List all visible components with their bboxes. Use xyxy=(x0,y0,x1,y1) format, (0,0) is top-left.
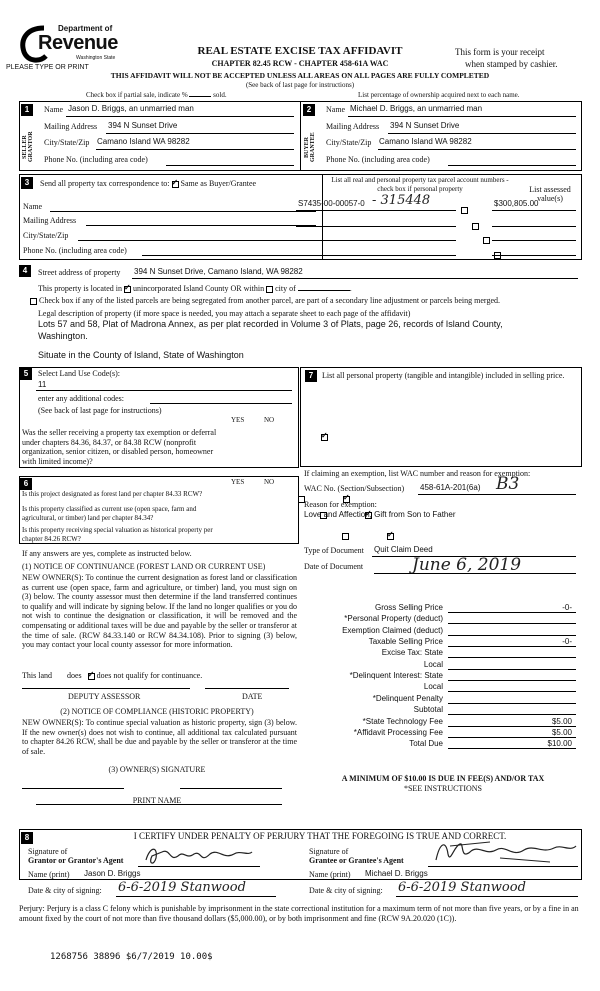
land-use-code[interactable]: 11 xyxy=(38,380,47,389)
exemption-question: Was the seller receiving a property tax exemption or deferral under chapters 84.36, 84.37, or 84.38 RCW (nonprofit organization, senior citizen, or disabled person, homeowner with limited income)? xyxy=(22,428,217,466)
reason-label: Reason for exemption: xyxy=(304,500,377,509)
seller-phone-label: Phone No. (including area code) xyxy=(44,155,148,164)
grantor-sig-label-1: Signature of xyxy=(28,847,68,856)
assessed-4-input[interactable] xyxy=(492,255,576,256)
section-2-number: 2 xyxy=(303,104,315,116)
grantor-sig-label-2: Grantor or Grantor's Agent xyxy=(28,856,124,865)
wac-number[interactable]: 458-61A-201(6a) xyxy=(420,483,481,492)
see-instructions: *SEE INSTRUCTIONS xyxy=(403,784,482,793)
owner-signature-line-1[interactable] xyxy=(22,788,124,789)
legal-label: Legal description of property (if more space is needed, you may attach a separate sheet to each page of the affidavit) xyxy=(38,309,411,318)
logo-name: Revenue xyxy=(38,32,118,54)
fee-value[interactable]: -0- xyxy=(562,637,572,647)
same-as-buyer-checkbox[interactable] xyxy=(172,181,179,188)
see-back: (See back of last page for instructions) xyxy=(245,81,355,89)
notice2-text: NEW OWNER(S): To continue special valuation as historic property, sign (3) below. If the new owner(s) does not wish to continue, all additional tax calculated pursuant to chapter 84.26 RCW, shall be due and payable by the seller or transferor at the time of sale. xyxy=(22,718,297,756)
grantor-date-label: Date & city of signing: xyxy=(28,886,102,895)
this-land-text: This land xyxy=(22,671,52,680)
cashier-stamp: 1268756 38896 $6/7/2019 10.00$ xyxy=(50,952,213,962)
land-use-label: Select Land Use Code(s): xyxy=(38,369,120,378)
fee-value[interactable]: $10.00 xyxy=(547,739,572,749)
logo-dept: Department of xyxy=(58,24,113,33)
fee-value[interactable]: $5.00 xyxy=(551,716,572,726)
receipt-note: This form is your receipt xyxy=(455,47,545,57)
doc-date[interactable]: June 6, 2019 xyxy=(412,555,522,575)
partial-sale-input[interactable] xyxy=(189,96,211,97)
seller-label: SELLER GRANTOR xyxy=(22,131,34,163)
q3-historic: Is this property receiving special valuation as historical property per chapter 84.26 RCW? xyxy=(22,526,213,543)
additional-codes-input[interactable] xyxy=(150,403,292,404)
city-of-text: city of xyxy=(275,284,296,293)
situate[interactable]: Situate in the County of Island, State of Washington xyxy=(38,350,244,360)
doc-type[interactable]: Quit Claim Deed xyxy=(374,545,433,554)
if-any: If any answers are yes, complete as instructed below. xyxy=(22,549,192,558)
receipt-note-2: when stamped by cashier. xyxy=(465,59,558,69)
section-5-number: 5 xyxy=(20,368,32,380)
this-land-row xyxy=(22,671,202,680)
q1-forest: Is this project designated as forest land per chapter 84.33 RCW? xyxy=(22,490,203,498)
s5-no: NO xyxy=(264,416,275,424)
buyer-phone-label: Phone No. (including area code) xyxy=(326,155,430,164)
section-1-number: 1 xyxy=(21,104,33,116)
assessed-header: List assessed value(s) xyxy=(529,185,571,203)
percentage-note: List percentage of ownership acquired next to each name. xyxy=(358,91,520,99)
seller-name-label: Name xyxy=(44,105,64,114)
send-label: Send all property tax correspondence to: xyxy=(40,179,170,188)
seller-name[interactable]: Jason D. Briggs, an unmarried man xyxy=(68,104,194,113)
wac-handwritten: B3 xyxy=(496,474,520,494)
fee-label: Excise Tax: State xyxy=(381,648,443,658)
buyer-name-label: Name xyxy=(326,105,346,114)
fee-label: Exemption Claimed (deduct) xyxy=(342,625,443,635)
grantee-name[interactable]: Michael D. Briggs xyxy=(365,869,428,878)
buyer-label: BUYER GRANTEE xyxy=(304,132,316,162)
deputy-date-line[interactable] xyxy=(205,688,289,689)
minimum-due: A MINIMUM OF $10.00 IS DUE IN FEE(S) AND/OR TAX xyxy=(341,774,545,783)
seller-mailing-label: Mailing Address xyxy=(44,122,98,131)
fee-value[interactable]: $5.00 xyxy=(551,727,572,737)
legal-line-1[interactable]: Lots 57 and 58, Plat of Madrona Annex, as per plat recorded in Volume 3 of Plats, page 26, records of Island County, xyxy=(38,319,503,329)
section-7-personal xyxy=(300,367,582,467)
segregated-row xyxy=(30,296,500,305)
s3-name-label: Name xyxy=(23,202,43,211)
s3-phone-input[interactable] xyxy=(142,255,316,256)
grantee-signature[interactable] xyxy=(430,836,580,868)
form-chapter: CHAPTER 82.45 RCW - CHAPTER 458-61A WAC xyxy=(211,59,389,68)
seller-city[interactable]: Camano Island WA 98282 xyxy=(97,137,190,146)
claiming-exemption: If claiming an exemption, list WAC number and reason for exemption: xyxy=(304,469,531,478)
parcel-3-personal-checkbox[interactable] xyxy=(483,237,490,244)
fee-value[interactable]: -0- xyxy=(562,603,572,612)
s3-phone-label: Phone No. (including area code) xyxy=(23,246,127,255)
buyer-city[interactable]: Camano Island WA 98282 xyxy=(379,137,472,146)
s3-city-label: City/State/Zip xyxy=(23,231,69,240)
same-as-label: Same as Buyer/Grantee xyxy=(180,179,257,188)
does-checkbox[interactable] xyxy=(58,673,65,680)
q2-current-use: Is this property classified as current use (open space, farm and agricultural, or timber) land per chapter 84.34? xyxy=(22,505,197,522)
unincorporated-checkbox[interactable] xyxy=(124,286,131,293)
wac-label: WAC No. (Section/Subsection) xyxy=(304,484,405,493)
seller-city-label: City/State/Zip xyxy=(44,138,90,147)
parcel-1-handwritten: - 315448 xyxy=(372,193,431,208)
sold-text: sold. xyxy=(213,91,227,99)
fee-label: Local xyxy=(423,682,443,692)
notice2-title: (2) NOTICE OF COMPLIANCE (HISTORIC PROPERTY) xyxy=(60,707,254,716)
street-address[interactable]: 394 N Sunset Drive, Camano Island, WA 98282 xyxy=(134,267,303,276)
fee-label: Taxable Selling Price xyxy=(368,637,443,647)
s3-mailing-input[interactable] xyxy=(86,225,316,226)
partial-sale-label xyxy=(86,91,227,99)
section-7-number: 7 xyxy=(305,370,317,382)
buyer-mailing-label: Mailing Address xyxy=(326,122,380,131)
parcel-3-input[interactable] xyxy=(296,240,456,241)
parcel-header: List all real and personal property tax parcel account numbers - check box if personal property xyxy=(331,176,509,193)
exemption-yes-checkbox[interactable] xyxy=(280,434,287,441)
seller-phone-input[interactable] xyxy=(166,165,294,166)
buyer-phone-input[interactable] xyxy=(448,165,576,166)
dor-logo xyxy=(18,18,128,66)
buyer-mailing[interactable]: 394 N Sunset Drive xyxy=(390,121,460,130)
s3-name-input[interactable] xyxy=(50,211,316,212)
grantee-sig-label-1: Signature of xyxy=(309,847,349,856)
located-in-text: This property is located in xyxy=(38,284,122,293)
form-title: REAL ESTATE EXCISE TAX AFFIDAVIT xyxy=(197,45,403,57)
certify-statement: I CERTIFY UNDER PENALTY OF PERJURY THAT THE FOREGOING IS TRUE AND CORRECT. xyxy=(133,831,507,841)
s5-see-back: (See back of last page for instructions) xyxy=(38,406,162,415)
fee-label: Total Due xyxy=(409,739,443,749)
s6-yes: YES xyxy=(231,478,245,486)
assessed-2-input[interactable] xyxy=(492,226,576,227)
fee-label: *Delinquent Interest: State xyxy=(349,671,443,681)
fee-label: *State Technology Fee xyxy=(362,716,443,726)
owner-signature-label: (3) OWNER(S) SIGNATURE xyxy=(108,765,206,774)
reason-value[interactable]: Love and Affection, Gift from Son to Father xyxy=(304,510,456,519)
grantee-date[interactable]: 6-6-2019 Stanwood xyxy=(398,880,526,895)
grantee-date-label: Date & city of signing: xyxy=(309,886,383,895)
q3-yes-checkbox[interactable] xyxy=(342,533,349,540)
doc-date-label: Date of Document xyxy=(304,562,364,571)
grantor-date[interactable]: 6-6-2019 Stanwood xyxy=(118,880,246,895)
fee-label: Gross Selling Price xyxy=(374,603,443,612)
parcel-2-personal-checkbox[interactable] xyxy=(472,223,479,230)
segregated-checkbox[interactable] xyxy=(30,298,37,305)
logo-state: Washington State xyxy=(76,55,116,61)
does-not-checkbox[interactable] xyxy=(88,673,95,680)
s5-yes: YES xyxy=(231,416,245,424)
legal-line-2[interactable]: Washington. xyxy=(38,331,88,341)
s6-no: NO xyxy=(264,478,275,486)
type-or-print: PLEASE TYPE OR PRINT xyxy=(6,64,89,71)
section-3-number: 3 xyxy=(21,177,33,189)
does-not-text: does not xyxy=(96,671,124,680)
parcel-1-personal-checkbox[interactable] xyxy=(461,207,468,214)
grantee-name-label: Name (print) xyxy=(309,870,351,879)
notice1-title: (1) NOTICE OF CONTINUANCE (FOREST LAND OR CURRENT USE) xyxy=(22,562,266,571)
grantor-name[interactable]: Jason D. Briggs xyxy=(84,869,141,878)
perjury-notice: Perjury: Perjury is a class C felony which is punishable by imprisonment in the state correctional institution for a maximum term of not more than five years, or by a fine in an amount fixed by the court of not more than five thousand dollars ($5,000.00), or by both imprisonment and fine (RCW 9A.20.020 (1C)). xyxy=(19,904,579,923)
seller-mailing[interactable]: 394 N Sunset Drive xyxy=(108,121,178,130)
fee-label: Subtotal xyxy=(413,705,443,715)
fee-label: *Affidavit Processing Fee xyxy=(353,727,443,737)
fee-label: *Delinquent Penalty xyxy=(372,693,443,703)
grantor-signature[interactable] xyxy=(140,842,260,868)
partial-sale-text: Check box if partial sale, indicate % xyxy=(86,91,188,99)
unincorporated-text: unincorporated Island County OR within xyxy=(132,284,265,293)
located-in: This property is located in ✓ unincorporated Island County OR within city of . xyxy=(38,284,352,293)
does-text: does xyxy=(67,671,82,680)
grantor-name-label: Name (print) xyxy=(28,870,70,879)
section-4-number: 4 xyxy=(19,265,31,277)
doc-type-label: Type of Document xyxy=(304,546,364,555)
qualify-text: qualify for continuance. xyxy=(125,671,203,680)
city-of-input[interactable] xyxy=(298,290,350,291)
buyer-city-label: City/State/Zip xyxy=(326,138,372,147)
assessed-3-input[interactable] xyxy=(492,240,576,241)
parcel-4-personal-checkbox[interactable] xyxy=(494,252,501,259)
send-correspondence xyxy=(40,179,256,188)
q3-no-checkbox[interactable] xyxy=(387,533,394,540)
fee-label: Local xyxy=(423,659,443,669)
section-6-number: 6 xyxy=(20,478,32,490)
print-name-label: PRINT NAME xyxy=(132,796,182,805)
deputy-assessor-label: DEPUTY ASSESSOR xyxy=(68,692,141,701)
section-8-number: 8 xyxy=(21,832,33,844)
s3-mailing-label: Mailing Address xyxy=(23,216,77,225)
personal-property-label: List all personal property (tangible and intangible) included in selling price. xyxy=(322,371,565,380)
warning: THIS AFFIDAVIT WILL NOT BE ACCEPTED UNLESS ALL AREAS ON ALL PAGES ARE FULLY COMPLETED xyxy=(110,71,490,80)
street-label: Street address of property xyxy=(38,268,121,277)
grantee-sig-label-2: Grantee or Grantee's Agent xyxy=(309,856,404,865)
deputy-date-label: DATE xyxy=(242,692,263,701)
s3-city-input[interactable] xyxy=(78,240,316,241)
buyer-name[interactable]: Michael D. Briggs, an unmarried man xyxy=(350,104,483,113)
deputy-assessor-line[interactable] xyxy=(22,688,190,689)
owner-signature-line-2[interactable] xyxy=(180,788,282,789)
notice1-text: NEW OWNER(S): To continue the current designation as forest land or classification as current use (open space, farm and agriculture, or timber) land, you must sign on (3) below. The county assessor must then determine if the land transferred continues to qualify and will indicate by signing below. If the land no longer qualifies or you do not wish to continue the designation or classification, it will be removed and the compensating or additional taxes will be due and payable by the seller or transferor at the time of sale. (RCW 84.33.140 or RCW 84.34.108). Prior to signing (3) below, you may contact your local county assessor for more information. xyxy=(22,573,297,650)
fee-label: *Personal Property (deduct) xyxy=(344,614,443,624)
parcel-4-input[interactable] xyxy=(296,255,456,256)
parcel-1[interactable]: S7435-00-00057-0 xyxy=(298,199,365,208)
additional-codes-label: enter any additional codes: xyxy=(38,394,124,403)
parcel-2-input[interactable] xyxy=(296,226,456,227)
city-of-checkbox[interactable] xyxy=(266,286,273,293)
segregated-text: Check box if any of the listed parcels are being segregated from another parcel, are part of a secondary line adjustment or parcels being merged. xyxy=(39,296,500,305)
assessed-1[interactable]: $300,805.00 xyxy=(494,199,539,208)
